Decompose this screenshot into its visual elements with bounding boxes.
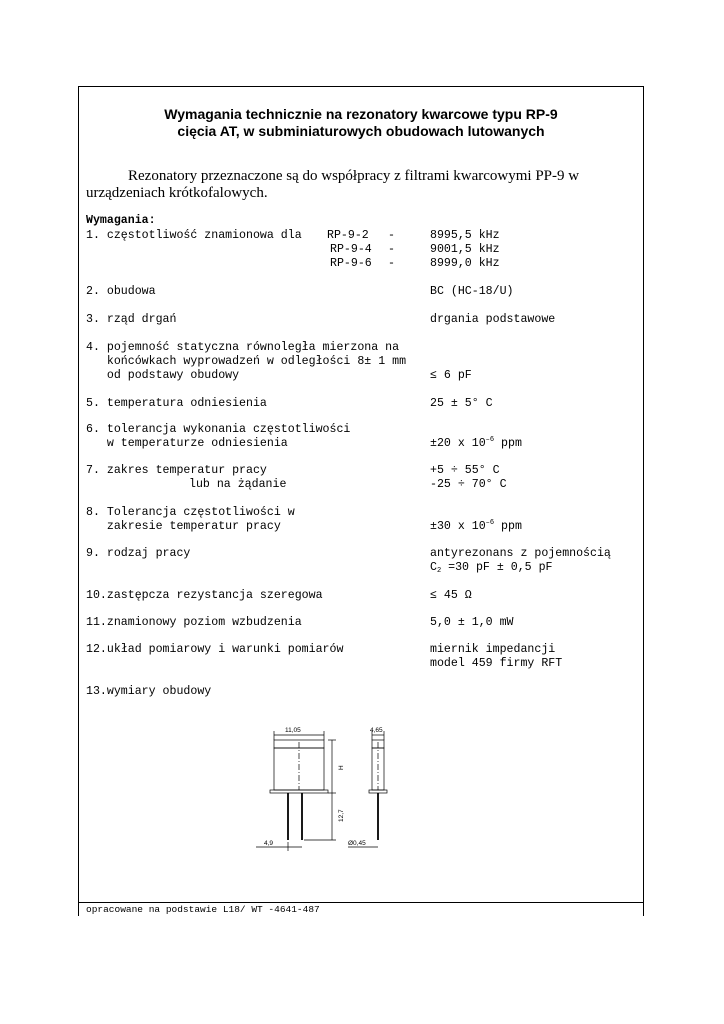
item-4-line-1: 4. pojemność statyczna równoległa mierzona na bbox=[86, 341, 400, 354]
item-7-label: 7. zakres temperatur pracy bbox=[86, 464, 267, 477]
item-1-model-1: RP-9-2 bbox=[327, 229, 369, 242]
item-11-value: 5,0 ± 1,0 mW bbox=[430, 616, 514, 629]
item-1-dash-3: - bbox=[388, 257, 395, 270]
item-5-label: 5. temperatura odniesienia bbox=[86, 397, 267, 410]
item-9-capacitance-subscript: 2 bbox=[436, 567, 442, 575]
lead-diameter-label: Ø0,45 bbox=[348, 840, 366, 847]
item-1-value-2: 9001,5 kHz bbox=[430, 243, 500, 256]
item-9-label: 9. rodzaj pracy bbox=[86, 547, 191, 560]
item-1-dash-2: - bbox=[388, 243, 395, 256]
item-4-line-2: końcówkach wyprowadzeń w odległości 8± 1 mm bbox=[86, 355, 407, 368]
side-base bbox=[369, 790, 387, 793]
item-1-label: 1. częstotliwość znamionowa dla bbox=[86, 229, 302, 242]
item-2-label: 2. obudowa bbox=[86, 285, 156, 298]
intro-line-1: Rezonatory przeznaczone są do współpracy z filtrami kwarcowymi PP-9 w bbox=[128, 168, 580, 184]
housing-dimension-drawing bbox=[248, 718, 408, 858]
item-6-line-2: w temperaturze odniesienia bbox=[86, 437, 288, 450]
item-7-value-1: +5 ÷ 55° C bbox=[430, 464, 500, 477]
item-8-line-1: 8. Tolerancja częstotliwości w bbox=[86, 506, 295, 519]
item-12-value-1: miernik impedancji bbox=[430, 643, 556, 656]
item-11-label: 11.znamionowy poziom wzbudzenia bbox=[86, 616, 302, 629]
item-1-dash-1: - bbox=[388, 229, 395, 242]
item-2-value: BC (HC-18/U) bbox=[430, 285, 514, 298]
requirements-heading: Wymagania: bbox=[86, 214, 156, 227]
item-9-value-1: antyrezonans z pojemnością bbox=[430, 547, 611, 560]
intro-paragraph bbox=[86, 168, 626, 202]
lead-spacing-label: 4,9 bbox=[264, 840, 274, 847]
height-dimension-label: H bbox=[338, 765, 345, 770]
item-1-value-3: 8999,0 kHz bbox=[430, 257, 500, 270]
item-4-line-3: od podstawy obudowy bbox=[86, 369, 240, 382]
item-8-line-2: zakresie temperatur pracy bbox=[86, 520, 281, 533]
item-6-value-main: ±20 x 10 bbox=[430, 437, 486, 450]
item-9-value-2 bbox=[430, 561, 553, 575]
item-12-label: 12.układ pomiarowy i warunki pomiarów bbox=[86, 643, 344, 656]
item-8-value bbox=[430, 520, 522, 534]
item-6-line-1: 6. tolerancja wykonania częstotliwości bbox=[86, 423, 351, 436]
item-9-capacitance-symbol: C bbox=[430, 561, 437, 574]
thickness-label: 4,65 bbox=[370, 727, 383, 734]
item-4-value: ≤ 6 pF bbox=[430, 369, 472, 382]
item-3-value: drgania podstawowe bbox=[430, 313, 556, 326]
lead-length-label: 12,7 bbox=[338, 809, 345, 822]
item-8-value-main: ±30 x 10 bbox=[430, 520, 486, 533]
item-6-value-exponent: –6 bbox=[485, 436, 495, 444]
item-1-model-3: RP-9-6 bbox=[330, 257, 372, 270]
item-8-value-exponent: –6 bbox=[485, 519, 495, 527]
item-6-value bbox=[430, 437, 522, 451]
item-10-value: ≤ 45 Ω bbox=[430, 589, 472, 602]
item-1-model-2: RP-9-4 bbox=[330, 243, 372, 256]
item-9-capacitance-value: =30 pF ± 0,5 pF bbox=[441, 561, 553, 574]
item-7-value-2: -25 ÷ 70° C bbox=[430, 478, 507, 491]
document-title-line-1: Wymagania technicznie na rezonatory kwarcowe typu RP-9 bbox=[164, 106, 558, 122]
intro-line-2: urządzeniach krótkofalowych. bbox=[86, 185, 268, 201]
front-base bbox=[270, 790, 328, 793]
footer-note: opracowane na podstawie L18/ WT -4641-487 bbox=[86, 904, 320, 915]
item-10-label: 10.zastępcza rezystancja szeregowa bbox=[86, 589, 323, 602]
item-5-value: 25 ± 5° C bbox=[430, 397, 493, 410]
item-7-label-alt: lub na żądanie bbox=[189, 478, 287, 491]
item-8-value-unit: ppm bbox=[494, 520, 522, 533]
width-dimension-label: 11,05 bbox=[285, 727, 301, 734]
item-6-value-unit: ppm bbox=[494, 437, 522, 450]
item-1-value-1: 8995,5 kHz bbox=[430, 229, 500, 242]
item-13-label: 13.wymiary obudowy bbox=[86, 685, 212, 698]
item-3-label: 3. rząd drgań bbox=[86, 313, 177, 326]
item-12-value-2: model 459 firmy RFT bbox=[430, 657, 563, 670]
document-title-line-2: cięcia AT, w subminiaturowych obudowach lutowanych bbox=[177, 123, 545, 139]
